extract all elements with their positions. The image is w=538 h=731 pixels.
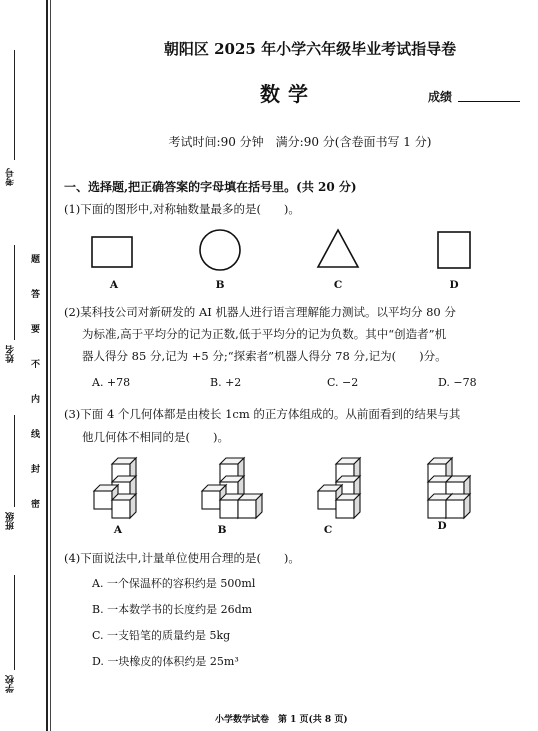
field-name-label: 姓名 [6,345,16,363]
field-class-line[interactable] [14,415,15,507]
choice-label-d: D [437,520,447,532]
option-a: A. 一个保温杯的容积约是 500ml [92,577,256,590]
question-1-stem: (1)下面的图形中,对称轴数量最多的是( )。 [64,202,300,216]
field-school-label: 学校 [6,675,16,693]
square-shape [438,232,470,268]
binding-line [46,0,48,731]
binding-line-inner [50,0,51,731]
question-1-shapes [60,222,520,278]
exam-title: 朝阳区 2025 年小学六年级毕业考试指导卷 [163,40,457,58]
question-3-line: (3)下面 4 个几何体都是由棱长 1cm 的正方体组成的。从前面看到的结果与其 [64,407,461,421]
option-d: D. −78 [438,376,477,389]
field-class-label: 班级 [6,512,16,530]
choice-label-c: C [323,524,333,536]
choice-label-a: A [109,279,119,291]
score-field[interactable] [458,101,520,102]
question-2-line: 器人得分 85 分,记为 +5 分;“探索者”机器人得分 78 分,记为( )分。 [82,349,447,363]
question-2-line: 为标准,高于平均分的记为正数,低于平均分的记为负数。其中“创造者”机 [82,327,447,341]
seal-char: 不 [31,360,41,370]
choice-label-b: B [217,524,227,536]
option-c: C. 一支铅笔的质量约是 5kg [92,629,231,642]
option-d: D. 一块橡皮的体积约是 25m³ [92,655,239,668]
field-name-line[interactable] [14,245,15,340]
option-b: B. 一本数学书的长度约是 26dm [92,603,253,616]
option-a: A. +78 [92,376,131,389]
seal-char: 答 [31,290,41,300]
exam-info: 考试时间:90 分钟 满分:90 分(含卷面书写 1 分) [168,135,432,149]
cube-figure-d [428,458,470,518]
option-c: C. −2 [327,376,359,389]
circle-shape [200,230,240,270]
triangle-shape [318,230,358,267]
subject-title: 数学 [260,82,316,106]
choice-label-a: A [113,524,123,536]
score-label: 成绩 [428,90,453,104]
seal-char: 封 [31,465,41,475]
choice-label-c: C [333,279,343,291]
choice-label-b: B [215,279,225,291]
field-exam-number-line[interactable] [14,50,15,160]
question-3-line: 他几何体不相同的是( )。 [82,430,229,444]
page-footer: 小学数学试卷 第 1 页(共 8 页) [215,715,348,725]
question-4-stem: (4)下面说法中,计量单位使用合理的是( )。 [64,551,300,565]
seal-char: 要 [31,325,41,335]
choice-label-d: D [449,279,459,291]
seal-char: 内 [31,395,41,405]
seal-char: 题 [31,255,41,265]
seal-char: 密 [31,500,41,510]
seal-char: 线 [31,430,41,440]
question-3-cube-figures [60,452,530,522]
rectangle-shape [92,237,132,267]
field-school-line[interactable] [14,575,15,670]
cube-figure-b [202,458,262,518]
cube-figure-c [318,458,360,518]
option-b: B. +2 [210,376,242,389]
field-exam-number-label: 考号 [6,168,16,186]
question-2-line: (2)某科技公司对新研发的 AI 机器人进行语言理解能力测试。以平均分 80 分 [64,305,456,319]
section-heading: 一、选择题,把正确答案的字母填在括号里。(共 20 分) [64,180,357,194]
cube-figure-a [94,458,136,518]
